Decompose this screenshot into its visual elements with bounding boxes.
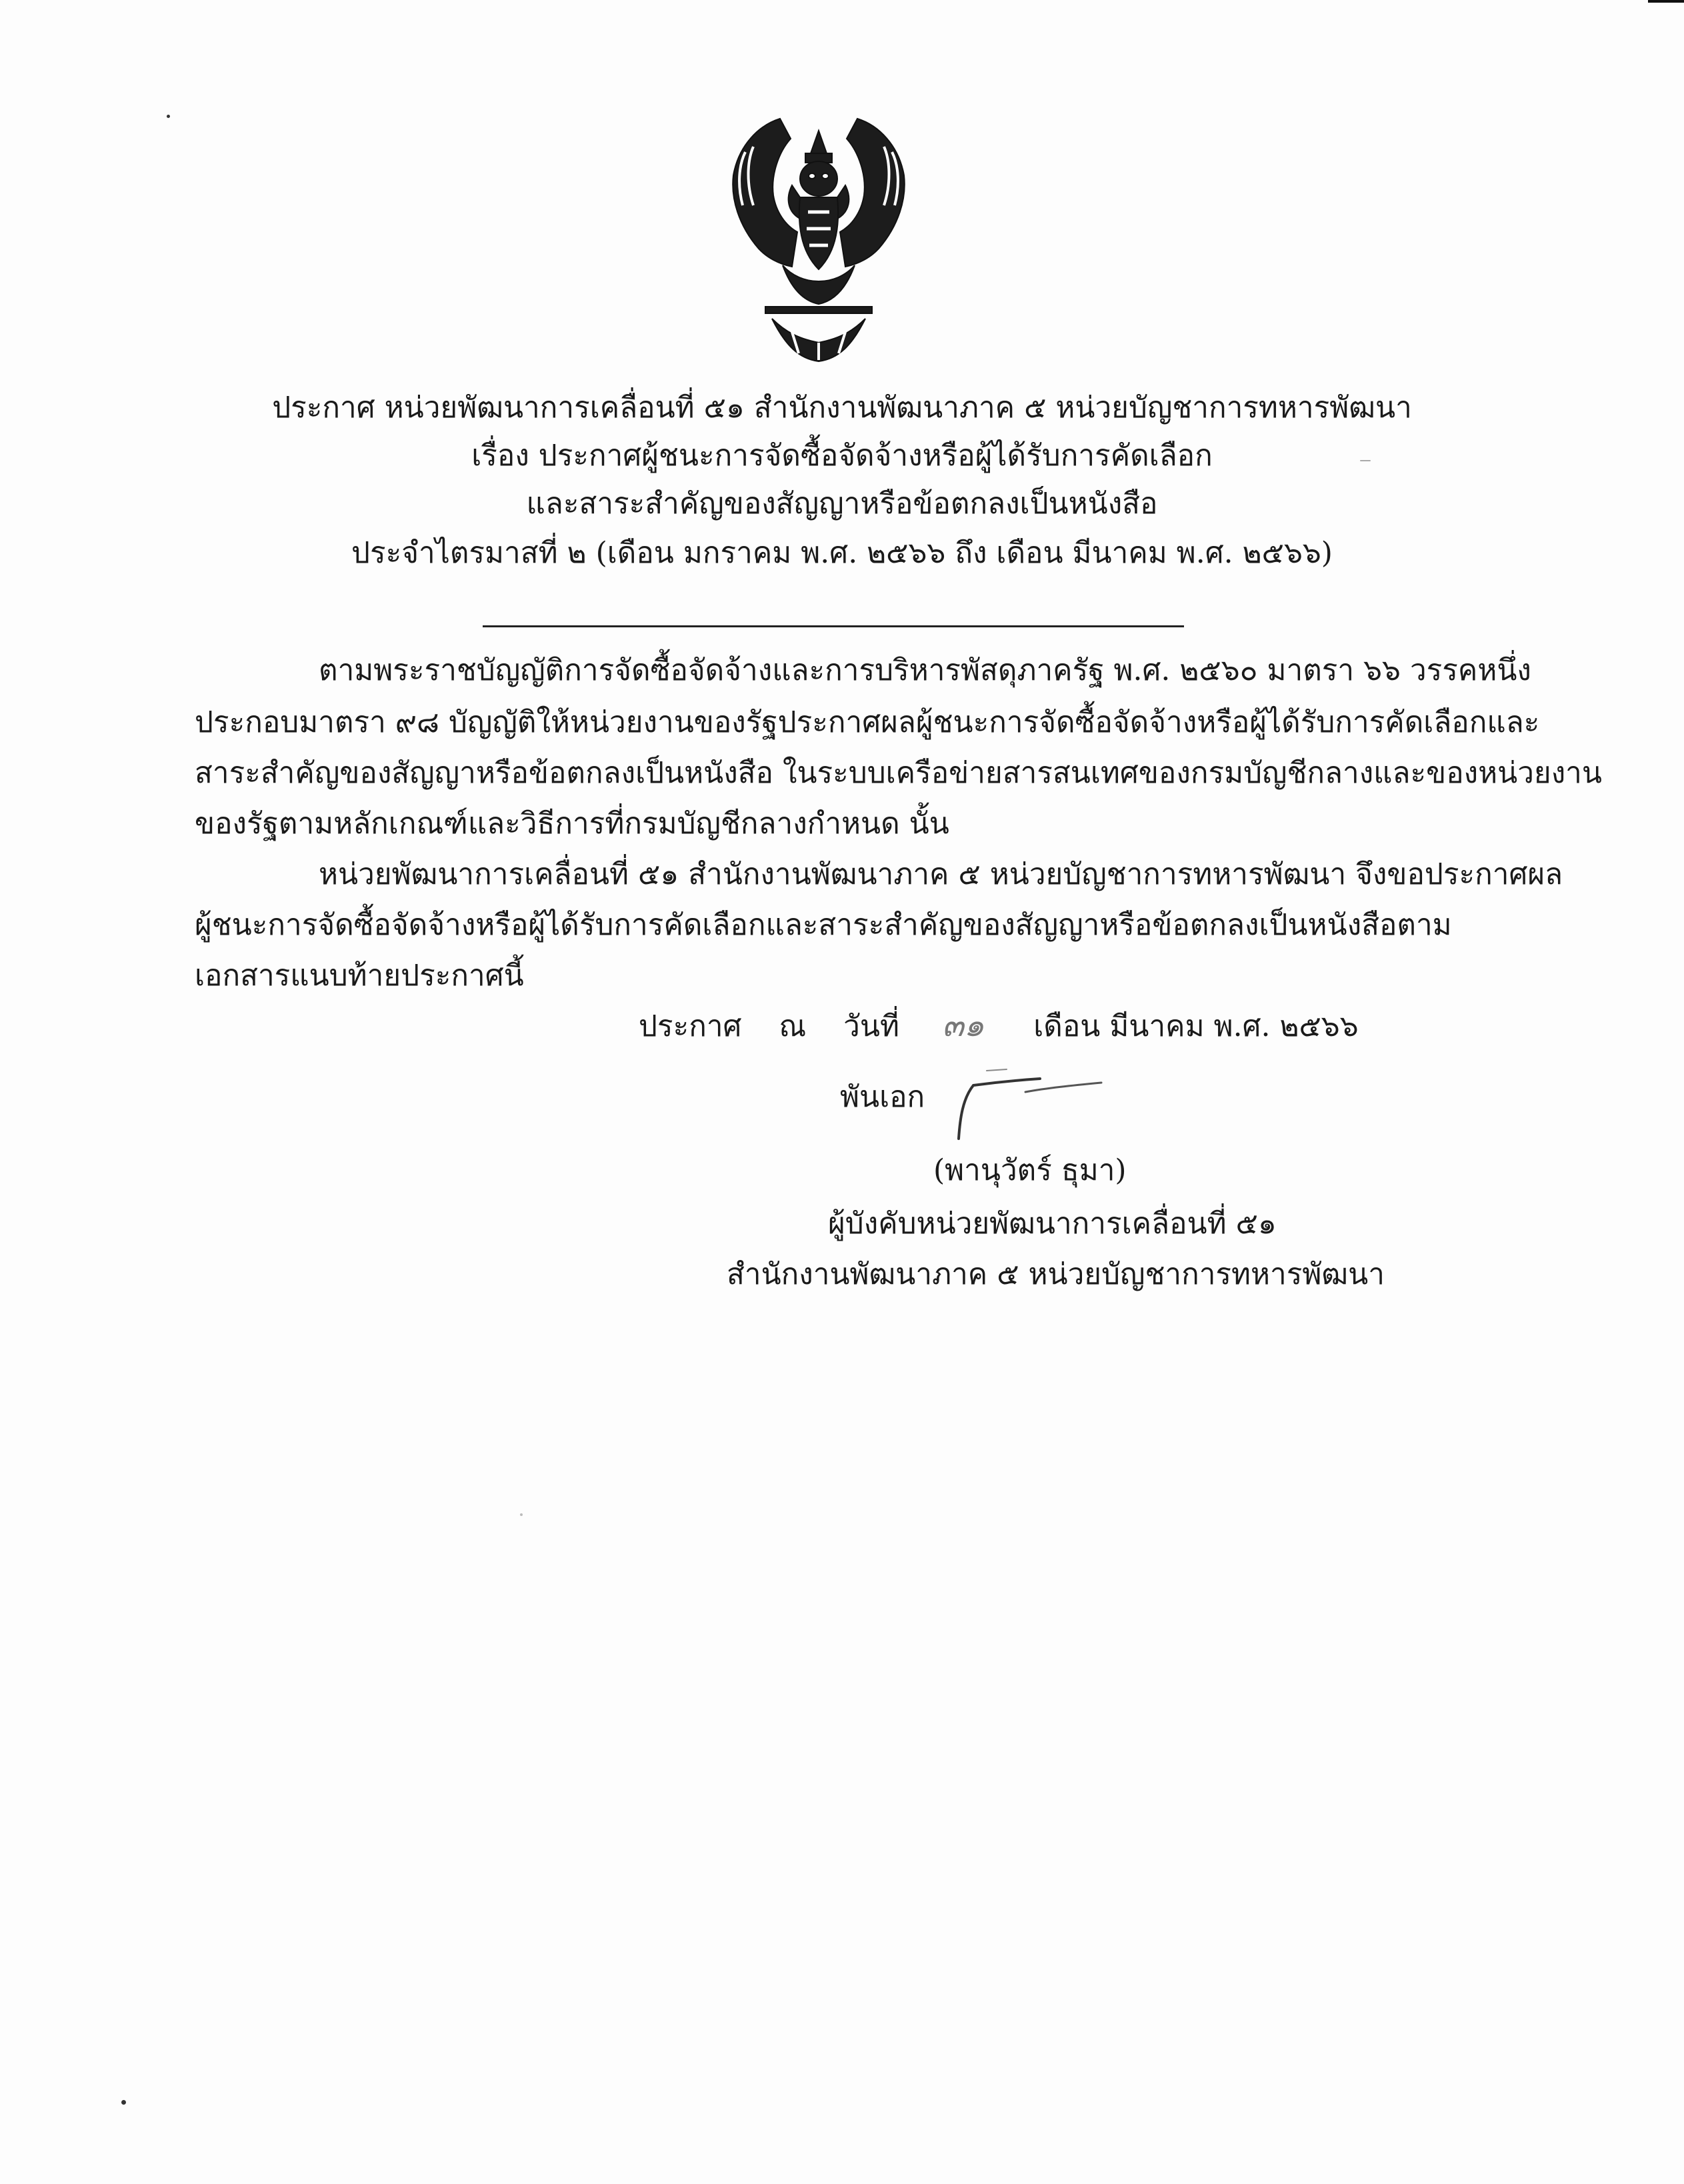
- date-suffix: เดือน มีนาคม พ.ศ. ๒๕๖๖: [1033, 1009, 1359, 1043]
- signatory-position-1: ผู้บังคับหน่วยพัฒนาการเคลื่อนที่ ๕๑: [828, 1207, 1277, 1241]
- paragraph-2-line-1: หน่วยพัฒนาการเคลื่อนที่ ๕๑ สำนักงานพัฒนาภาค ๕ หน่วยบัญชาการทหารพัฒนา จึงขอประกาศผล: [319, 857, 1563, 891]
- paragraph-1-line-4: ของรัฐตามหลักเกณฑ์และวิธีการที่กรมบัญชีกลางกำหนด นั้น: [195, 807, 949, 841]
- date-line: [639, 1005, 1359, 1047]
- signatory-rank: พันเอก: [840, 1080, 925, 1114]
- announcement-title: ประกาศ หน่วยพัฒนาการเคลื่อนที่ ๕๑ สำนักงานพัฒนาภาค ๕ หน่วยบัญชาการทหารพัฒนา: [272, 391, 1412, 425]
- signatory-position-2: สำนักงานพัฒนาภาค ๕ หน่วยบัญชาการทหารพัฒนา: [727, 1257, 1385, 1291]
- paragraph-2-line-2: ผู้ชนะการจัดซื้อจัดจ้างหรือผู้ได้รับการคัดเลือกและสาระสำคัญของสัญญาหรือข้อตกลงเป็นหนังสือตาม: [195, 908, 1452, 942]
- paragraph-1-line-2: ประกอบมาตรา ๙๘ บัญญัติให้หน่วยงานของรัฐประกาศผลผู้ชนะการจัดซื้อจัดจ้างหรือผู้ได้รับการคัดเลือกและ: [195, 705, 1540, 739]
- scan-speck: [121, 2100, 126, 2105]
- announcement-subject-cont: และสาระสำคัญของสัญญาหรือข้อตกลงเป็นหนังสือ: [526, 487, 1158, 521]
- handwritten-day: ๓๑: [941, 1007, 985, 1044]
- announcement-subject: เรื่อง ประกาศผู้ชนะการจัดซื้อจัดจ้างหรือผู้ได้รับการคัดเลือก: [471, 439, 1213, 473]
- signature-mark: [947, 1065, 1107, 1152]
- scan-speck: [520, 1513, 523, 1516]
- signatory-name: (พานุวัตร์ ธุมา): [933, 1153, 1127, 1187]
- announcement-period: ประจำไตรมาสที่ ๒ (เดือน มกราคม พ.ศ. ๒๕๖๖ ถึง เดือน มีนาคม พ.ศ. ๒๕๖๖): [351, 536, 1333, 570]
- garuda-emblem-icon: [719, 112, 919, 365]
- scan-speck: [167, 115, 170, 118]
- date-prefix: ประกาศ ณ วันที่: [639, 1009, 899, 1043]
- scan-speck: [1360, 460, 1371, 461]
- paragraph-2-line-3: เอกสารแนบท้ายประกาศนี้: [195, 959, 524, 993]
- scan-edge-mark: [1648, 0, 1684, 3]
- heading-divider: [483, 625, 1184, 627]
- paragraph-1-line-1: ตามพระราชบัญญัติการจัดซื้อจัดจ้างและการบริหารพัสดุภาครัฐ พ.ศ. ๒๕๖๐ มาตรา ๖๖ วรรคหนึ่ง: [319, 653, 1531, 687]
- paragraph-1-line-3: สาระสำคัญของสัญญาหรือข้อตกลงเป็นหนังสือ ในระบบเครือข่ายสารสนเทศของกรมบัญชีกลางและของหน่วยงาน: [195, 756, 1602, 790]
